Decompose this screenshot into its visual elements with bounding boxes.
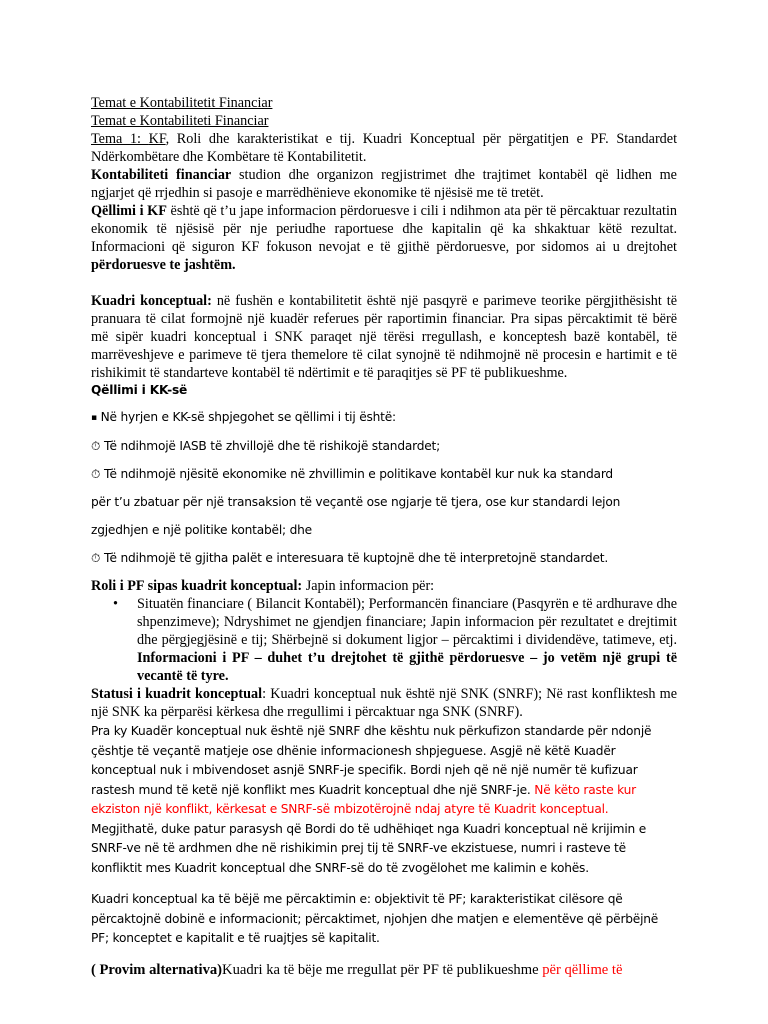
provim-paragraph bbox=[91, 961, 677, 979]
qellimi-kf-end: përdoruesve te jashtëm. bbox=[91, 257, 236, 273]
goal-item-1 bbox=[91, 437, 677, 456]
tema-1-paragraph bbox=[91, 130, 677, 166]
provim-red-text: për qëllime të bbox=[542, 961, 623, 978]
statusi-term: Statusi i kuadrit konceptual bbox=[91, 686, 263, 702]
square-bullet-icon: ▪ bbox=[91, 413, 97, 423]
statusi-text: : Kuadri konceptual nuk është një SNK (SNRF); Në rast konfliktesh me një SNK ka përparësi kërkesa dhe rregullimi i përcaktuar nga SNK (SNRF). bbox=[91, 686, 678, 720]
spacer bbox=[91, 878, 677, 890]
roli-pf-term: Roli i PF sipas kuadrit konceptual: bbox=[91, 578, 303, 594]
tema-1-kf: KF bbox=[148, 131, 166, 147]
spacer bbox=[91, 484, 677, 493]
kuadri-konceptual-text: në fushën e kontabilitetit është një pasqyrë e parimeve teorike përgjithësisht të pranuara të cilat formojnë një kuadër referues për raportimin financiar. Pra sipas përcaktimit të bërë më sipër kuadri konceptual i SNK paraqet një tërësi rregullash, e konceptesh bazë kontabël, të marrëveshjeve e parimeve të tjera themelore të cilat synojnë të ndihmojnë në procesin e hartimit e të rishikimit të standarteve kontabël të ndërtimit e të paraqitjes së PF të publikueshme. bbox=[91, 293, 677, 381]
pra-ky-text-b: Megjithatë, duke patur parasysh që Bordi do të udhëhiqet nga Kuadri konceptual në krijimin e SNRF-ve në të ardhmen dhe në rishikimin prej tij të SNRF-ve ekzistuese, numri i rasteve të konfliktit mes Kuadrit konceptual dhe SNRF-së do të zvogëlohet me kalimin e kohës. bbox=[91, 821, 647, 875]
pra-ky-red-text: Në këto raste kur ekziston një konflikt, kërkesat e SNRF-së mbizotërojnë ndaj atyre të Kuadrit konceptual. bbox=[91, 782, 636, 816]
kf-definition-paragraph bbox=[91, 166, 677, 202]
document-page bbox=[91, 94, 677, 979]
qellimi-kf-text: është që t’u jape informacion përdoruesve i cili i ndihmon ata për të përcaktuar rezultatin ekonomik të njësisë për nje periudhe raportuese dhe kapitalin që ka shkaktuar këtë rezultat. Informacioni që siguron KF fokuson nevojat e të gjithë përdoruesve, por sidomos ai u drejtohet bbox=[91, 203, 678, 255]
spacer bbox=[91, 274, 677, 292]
goal-2-continuation-b: zgjedhjen e një politike kontabël; dhe bbox=[91, 523, 312, 537]
kuadri-konceptual-term: Kuadri konceptual: bbox=[91, 293, 212, 309]
provim-term: ( Provim alternativa) bbox=[91, 961, 223, 978]
tema-1-text: , Roli dhe karakteristikat e tij. Kuadri Konceptual për përgatitjen e PF. Standardet Ndërkombëtare dhe Kombëtare të Kontabilitetit. bbox=[91, 131, 678, 165]
goal-2-text: Të ndihmojë njësitë ekonomike në zhvillimin e politikave kontabël kur nuk ka standard bbox=[104, 467, 613, 481]
spacer bbox=[91, 568, 677, 577]
pra-ky-paragraph bbox=[91, 722, 677, 878]
provim-text: Kuadri ka të bëje me rregullat për PF të publikueshme bbox=[222, 961, 543, 978]
qellimi-kf-term: Qëllimi i KF bbox=[91, 203, 167, 219]
pra-ky-text-a: Pra ky Kuadër konceptual nuk është një SNRF dhe kështu nuk përkufizon standarde për ndonjë çështje të veçantë matjeje ose dhënie informacionesh shpjeguese. Asgjë në këtë Kuadër konceptual nuk i mbivendoset asnjë SNRF-je specifik. Bordi njeh që në një numër të kufizuar rastesh mund të ketë një konflikt mes Kuadrit konceptual dhe një SNRF-je. bbox=[91, 724, 652, 797]
roli-pf-bullet-bold: Informacioni i PF – duhet t’u drejtohet të gjithë përdoruesve – jo vetëm një grupi të vecantë të tyre. bbox=[137, 650, 677, 684]
spacer bbox=[91, 949, 677, 961]
spacer bbox=[91, 428, 677, 437]
qellimi-kf-paragraph bbox=[91, 202, 677, 274]
clock-icon: ⏱ bbox=[91, 439, 101, 453]
qellimi-kk-heading: Qëllimi i KK-së bbox=[91, 383, 188, 397]
roli-pf-text: Japin informacion për: bbox=[302, 578, 435, 594]
roli-pf-paragraph bbox=[91, 577, 677, 595]
statusi-paragraph bbox=[91, 685, 677, 721]
goal-2-continuation-a: për t’u zbatuar për një transaksion të veçantë ose ngjarje të tjera, ose kur standardi lejon bbox=[91, 495, 621, 509]
spacer bbox=[91, 399, 677, 408]
goal-3-text: Të ndihmojë të gjitha palët e interesuara të kuptojnë dhe të interpretojnë standardet. bbox=[104, 551, 608, 565]
goal-item-3 bbox=[91, 549, 677, 568]
kuadri-ka-paragraph: Kuadri konceptual ka të bëjë me përcaktimin e: objektivit të PF; karakteristikat cilësore që përcaktojnë dobinë e informacionit; përcaktimet, njohjen dhe matjen e elementëve që përbëjnë PF; konceptet e kapitalit e të ruajtjes së kapitalit. bbox=[91, 892, 659, 945]
intro-bullet bbox=[91, 408, 677, 428]
kf-definition-text: studion dhe organizon regjistrimet dhe trajtimet kontabël që lidhen me ngjarjet që rrjedhin si pasoje e marrëdhënieve ekonomike të njësisë me të tretët. bbox=[91, 167, 677, 201]
doc-title-1: Temat e Kontabilitetit Financiar bbox=[91, 95, 273, 111]
goal-item-2 bbox=[91, 465, 677, 484]
tema-1-label: Tema 1: bbox=[91, 131, 149, 147]
roli-pf-bullet-text: Situatën financiare ( Bilancit Kontabël); Performancën financiare (Pasqyrën e të ardhurave dhe shpenzimeve); Ndryshimet ne gjendjen financiare; Japin informacion për rezultatet e drejtimit dhe përgjegjësinë e tij; Shërbejnë si dokument ligjor – përcaktimi i dividendëve, tatimeve, etj. bbox=[137, 596, 677, 648]
goal-1-text: Të ndihmojë IASB të zhvillojë dhe të rishikojë standardet; bbox=[104, 439, 441, 453]
clock-icon: ⏱ bbox=[91, 551, 101, 565]
intro-bullet-text: Në hyrjen e KK-së shpjegohet se qëllimi i tij është: bbox=[100, 410, 396, 424]
spacer bbox=[91, 540, 677, 549]
spacer bbox=[91, 512, 677, 521]
list-item bbox=[137, 595, 677, 685]
kf-definition-term: Kontabiliteti financiar bbox=[91, 167, 232, 183]
kuadri-konceptual-paragraph bbox=[91, 292, 677, 382]
roli-pf-list bbox=[91, 595, 677, 685]
doc-title-2: Temat e Kontabiliteti Financiar bbox=[91, 113, 269, 129]
clock-icon: ⏱ bbox=[91, 467, 101, 481]
spacer bbox=[91, 456, 677, 465]
